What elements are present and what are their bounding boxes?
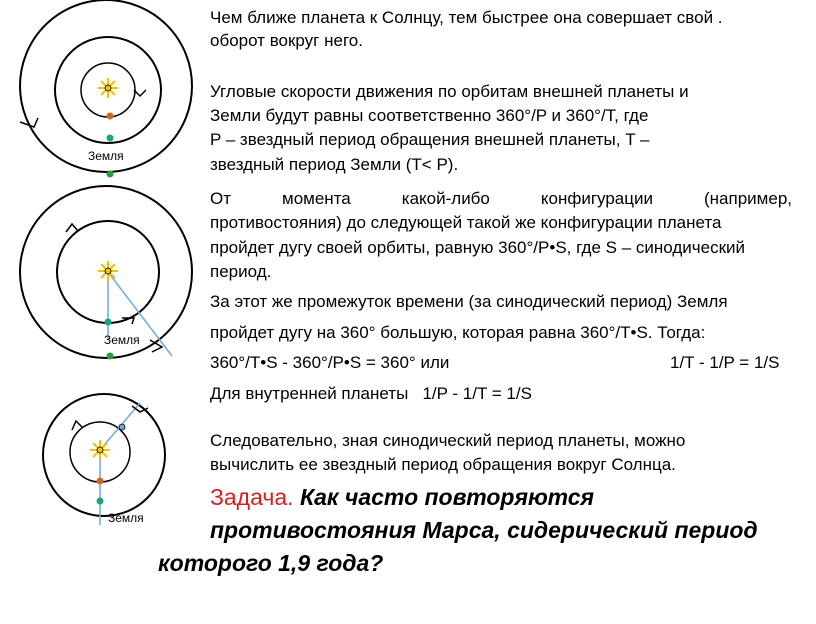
outer-planet	[107, 171, 114, 178]
paragraph-line: Следовательно, зная синодический период планеты, можно	[210, 431, 686, 450]
earth-label: Земля	[104, 333, 140, 347]
formula-left: 360°/T•S - 360°/P•S = 360° или	[210, 353, 450, 372]
diagram-outer-planet-1	[20, 0, 192, 178]
paragraph-line: От момента какой-либо конфигурации (например,	[210, 189, 792, 208]
paragraph-line: пройдет дугу на 360° большую, которая равна 360°/T•S. Тогда:	[210, 323, 706, 342]
paragraph-line: пройдет дугу своей орбиты, равную 360°/P•S, где S – синодический	[210, 238, 745, 257]
formula-right: 1/T - 1/P = 1/S	[670, 353, 780, 372]
paragraph-line: противостояния) до следующей такой же конфигурации планета	[210, 213, 722, 232]
earth-planet	[97, 498, 104, 505]
task-line-2: противостояния Марса, сидерический период	[210, 517, 758, 543]
earth-planet	[105, 319, 112, 326]
paragraph-line: P – звездный период обращения внешней планеты, T –	[210, 130, 650, 149]
arrow-icon	[134, 90, 146, 96]
task-line-3: которого 1,9 года?	[158, 550, 384, 576]
paragraph-line: Чем ближе планета к Солнцу, тем быстрее она совершает свой .	[210, 8, 723, 27]
task-label: Задача.	[210, 484, 294, 510]
paragraph-line: Угловые скорости движения по орбитам внешней планеты и	[210, 82, 689, 101]
orbit-diagrams	[0, 0, 200, 624]
task-line-1	[210, 482, 594, 512]
sun-icon	[98, 261, 118, 281]
sun-icon	[90, 440, 110, 460]
paragraph-line: период.	[210, 262, 272, 281]
paragraph-line: Земли будут равны соответственно 360°/P и 360°/T, где	[210, 106, 649, 125]
inner-planet-formula: Для внутренней планеты 1/P - 1/T = 1/S	[210, 384, 532, 403]
task-question: Как часто повторяются	[299, 484, 595, 510]
inner-planet	[107, 113, 114, 120]
paragraph-line: За этот же промежуток времени (за синодический период) Земля	[210, 292, 728, 311]
arrow-icon	[66, 224, 78, 232]
inner-planet	[97, 478, 104, 485]
earth-label: Земля	[108, 511, 144, 525]
paragraph-line: вычислить ее звездный период обращения вокруг Солнца.	[210, 455, 676, 474]
outer-planet	[107, 353, 114, 360]
paragraph-line: звездный период Земли (T< P).	[210, 155, 459, 174]
paragraph-line: оборот вокруг него.	[210, 31, 363, 50]
sun-icon	[98, 78, 118, 98]
diagram-outer-planet-2	[20, 186, 192, 360]
diagram-inner-planet	[43, 394, 165, 525]
earth-label: Земля	[88, 149, 124, 163]
inner-planet-aligned	[119, 424, 125, 430]
earth-planet	[107, 135, 114, 142]
